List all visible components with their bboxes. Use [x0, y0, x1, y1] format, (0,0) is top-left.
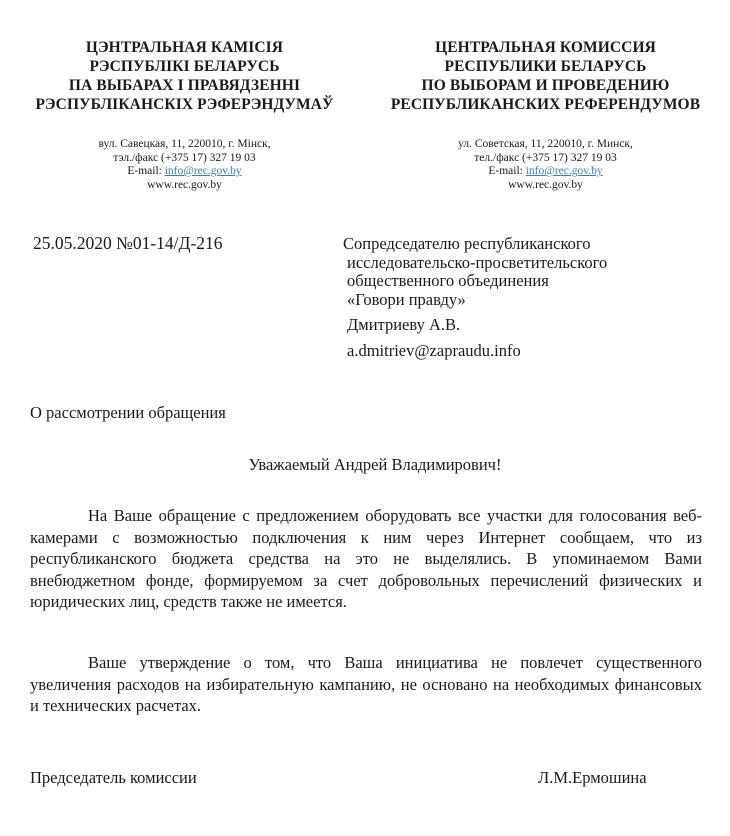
recipient-line: «Говори правду»: [347, 289, 466, 309]
letterhead-by: [12, 38, 357, 114]
recipient-email: a.dmitriev@zapraudu.info: [347, 340, 521, 360]
recipient-line: Сопредседателю республиканского: [343, 234, 591, 253]
letterhead-line: РЕСПУБЛИКИ БЕЛАРУСЬ: [444, 58, 647, 75]
email-row: [373, 165, 718, 179]
body-paragraph-2: [30, 652, 702, 717]
letterhead-line: ЦЕНТРАЛЬНАЯ КОМИССИЯ: [435, 39, 656, 56]
address: ул. Советская, 11, 220010, г. Минск,: [458, 138, 633, 150]
email-label: E-mail:: [488, 165, 526, 177]
email-label: E-mail:: [127, 165, 165, 177]
subject-line: О рассмотрении обращения: [30, 403, 226, 422]
contact-block-ru: [373, 138, 718, 192]
website: www.rec.gov.by: [147, 178, 222, 191]
email-link[interactable]: info@rec.gov.by: [525, 165, 603, 177]
letterhead-line: ПО ВЫБОРАМ И ПРОВЕДЕНИЮ: [421, 77, 670, 94]
letterhead-line: ЦЭНТРАЛЬНАЯ КАМІСІЯ: [85, 39, 284, 56]
paragraph-text: На Ваше обращение с предложением оборудовать все участки для голосования веб-камерами с возможностью подключения к ним через Интернет сообщаем, что из республиканского бюджета средства на это не выделялись. В упоминаемом Вами внебюджетном фонде, формируемом за счет добровольных перечислений физических и юридических лиц, средств также не имеется.: [30, 506, 702, 611]
phone: тел./факс (+375 17) 327 19 03: [474, 151, 617, 164]
letterhead-ru: [373, 38, 718, 114]
letterhead-line: ПА ВЫБАРАХ І ПРАВЯДЗЕННІ: [68, 77, 301, 94]
letterhead-line: РЭСПУБЛІКАНСКІХ РЭФЕРЭНДУМАЎ: [35, 96, 334, 113]
address: вул. Савецкая, 11, 220010, г. Мінск,: [98, 138, 271, 150]
signature-name: Л.М.Ермошина: [538, 768, 647, 787]
contact-block-by: [12, 138, 357, 192]
letterhead-line: РЕСПУБЛИКАНСКИХ РЕФЕРЕНДУМОВ: [390, 96, 701, 113]
recipient-name: Дмитриеву А.В.: [347, 315, 461, 334]
greeting: Уважаемый Андрей Владимирович!: [248, 455, 502, 474]
letterhead-line: РЭСПУБЛІКІ БЕЛАРУСЬ: [89, 58, 280, 75]
signature-title: Председатель комиссии: [30, 768, 197, 787]
email-row: [12, 165, 357, 179]
website: www.rec.gov.by: [508, 178, 583, 191]
reference-number: 25.05.2020 №01-14/Д-216: [33, 233, 223, 253]
email-link[interactable]: info@rec.gov.by: [164, 165, 242, 177]
recipient-line: общественного объединения: [347, 271, 549, 290]
recipient-block: [343, 235, 723, 360]
phone: тэл./факс (+375 17) 327 19 03: [113, 151, 256, 164]
body-paragraph-1: [30, 505, 702, 613]
paragraph-text: Ваше утверждение о том, что Ваша инициатива не повлечет существенного увеличения расходов на избирательную кампанию, не основано на необходимых финансовых и технических расчетах.: [30, 653, 702, 715]
recipient-line: исследовательско-просветительского: [347, 252, 608, 272]
